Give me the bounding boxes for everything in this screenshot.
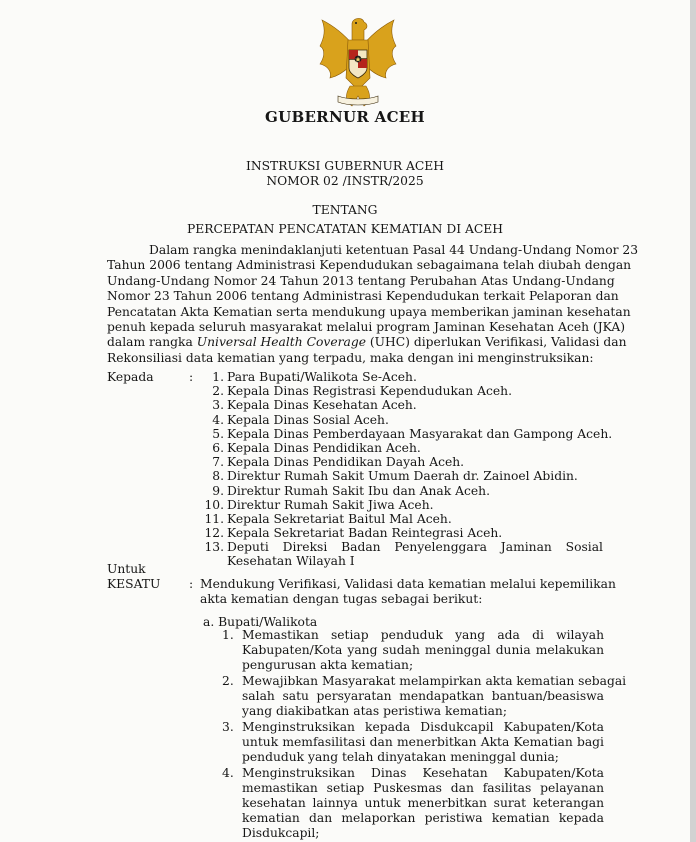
item-number: 3. [212,398,224,413]
kesatu-line: Mendukung Verifikasi, Validasi data kematian melalui kepemilikan [200,577,616,591]
item-text: Kepala Dinas Sosial Aceh. [227,412,389,427]
uhc-italic: Universal Health Coverage [196,335,366,350]
item-text: Kepala Sekretariat Baitul Mal Aceh. [227,511,452,526]
step-item [222,766,604,841]
intro-line: Tahun 2006 tentang Administrasi Kependudukan sebagaimana telah diubah dengan [107,258,632,273]
instruction-title: INSTRUKSI GUBERNUR ACEH [246,159,444,173]
item-number: 13. [204,540,224,555]
step-item [222,628,604,673]
step-line: kesehatan lainnya untuk menerbitkan surat keterangan [242,796,604,810]
list-item [200,426,613,441]
step-line: Menginstruksikan Dinas Kesehatan Kabupaten/Kota [242,766,604,780]
step-line: pengurusan akta kematian; [242,658,414,672]
list-item [200,484,605,498]
item-number: 2. [212,384,224,399]
step-item [222,674,627,719]
item-text: Direktur Rumah Sakit Ibu dan Anak Aceh. [227,483,490,498]
list-item [200,370,605,384]
item-number: 8. [212,469,224,484]
item-text: Kepala Dinas Pendidikan Dayah Aceh. [227,455,465,470]
intro-line: Dalam rangka menindaklanjuti ketentuan Pasal 44 Undang-Undang Nomor 23 [149,243,639,257]
list-item [200,441,605,455]
list-item [200,398,605,412]
step-line: Disdukcapil; [242,826,320,840]
step-line: Memastikan setiap penduduk yang ada di wilayah [242,628,604,642]
garuda-emblem-icon [314,16,402,112]
page-edge [690,0,696,842]
step-item [222,720,604,765]
list-item [200,455,605,469]
step-line: Menginstruksikan kepada Disdukcapil Kabupaten/Kota [242,720,604,734]
kepada-label: Kepada [107,370,154,384]
list-item [200,512,605,526]
item-text: Direktur Rumah Sakit Umum Daerah dr. Zainoel Abidin. [227,469,578,484]
step-line: Kabupaten/Kota yang sudah meninggal dunia melakukan [242,643,604,657]
list-item [200,526,605,540]
step-line: memastikan setiap Puskesmas dan fasilitas pelayanan [242,781,604,795]
item-text: Kepala Dinas Kesehatan Aceh. [227,398,417,413]
step-number: 1. [222,628,234,642]
step-line: yang diakibatkan atas peristiwa kematian; [242,704,507,718]
item-text: Kepala Dinas Registrasi Kependudukan Aceh. [227,384,512,399]
kepada-list [200,370,613,569]
item-number: 5. [212,426,224,441]
intro-line: penuh kepada seluruh masyarakat melalui program Jaminan Kesehatan Aceh (JKA) [107,320,626,335]
item-text: Direktur Rumah Sakit Jiwa Aceh. [227,497,434,512]
intro-line-uhc [107,335,627,350]
intro-paragraph [107,243,639,366]
item-text: Deputi Direksi Badan Penyelenggara Jaminan Sosial Kesehatan Wilayah I [227,540,603,569]
item-number: 1. [212,370,224,384]
kesatu-line: akta kematian dengan tugas sebagai berikut: [200,592,483,607]
bupati-steps [222,628,627,841]
step-line: penduduk yang telah dinyatakan meninggal dunia; [242,750,559,764]
kesatu-label: KESATU [107,577,161,591]
item-text: Para Bupati/Walikota Se-Aceh. [227,370,417,384]
kepada-colon: : [189,370,194,384]
step-number: 3. [222,720,234,734]
item-number: 12. [204,526,224,541]
step-line: Mewajibkan Masyarakat melampirkan akta kematian sebagai [242,674,627,688]
intro-line: Nomor 23 Tahun 2006 tentang Administrasi Kependudukan terkait Pelaporan dan [107,289,619,304]
step-number: 2. [222,674,234,688]
uhc-prefix: dalam rangka [107,335,197,350]
uhc-suffix: (UHC) diperlukan Verifikasi, Validasi dan [365,335,627,350]
item-number: 10. [204,497,224,512]
item-text: Kepala Dinas Pemberdayaan Masyarakat dan Gampong Aceh. [227,426,613,441]
item-number: 4. [212,412,224,427]
list-item [200,498,605,512]
item-number: 9. [212,483,224,498]
list-item [200,413,605,427]
list-item [200,540,605,568]
list-item [200,469,605,483]
list-item [200,384,605,398]
intro-line: Pencatatan Akta Kematian serta mendukung upaya memberikan jaminan kesehatan [107,304,631,319]
step-number: 4. [222,766,234,780]
item-number: 7. [212,455,224,470]
step-line: untuk memfasilitasi dan menerbitkan Akta Kematian bagi [242,735,604,749]
subject-title: PERCEPATAN PENCATATAN KEMATIAN DI ACEH [187,222,503,236]
item-text: Kepala Sekretariat Badan Reintegrasi Aceh. [227,526,503,541]
intro-line: Undang-Undang Nomor 24 Tahun 2013 tentang Perubahan Atas Undang-Undang [107,273,615,288]
governor-title: GUBERNUR ACEH [264,108,426,126]
item-text: Kepala Dinas Pendidikan Aceh. [227,440,421,455]
kesatu-colon: : [189,577,194,591]
sub-item-a: a. Bupati/Walikota [203,615,318,629]
item-number: 6. [212,440,224,455]
kesatu-text [200,577,616,608]
step-line: kematian dan melaporkan peristiwa kematian kepada [242,811,604,825]
item-number: 11. [204,511,224,526]
step-line: salah satu persyaratan mendapatkan bantuan/beasiswa [242,689,604,703]
intro-line: Rekonsiliasi data kematian yang terpadu, maka dengan ini menginstruksikan: [107,350,594,365]
untuk-label: Untuk [107,562,146,576]
tentang-heading: TENTANG [312,203,378,217]
instruction-number: NOMOR 02 /INSTR/2025 [266,174,424,188]
